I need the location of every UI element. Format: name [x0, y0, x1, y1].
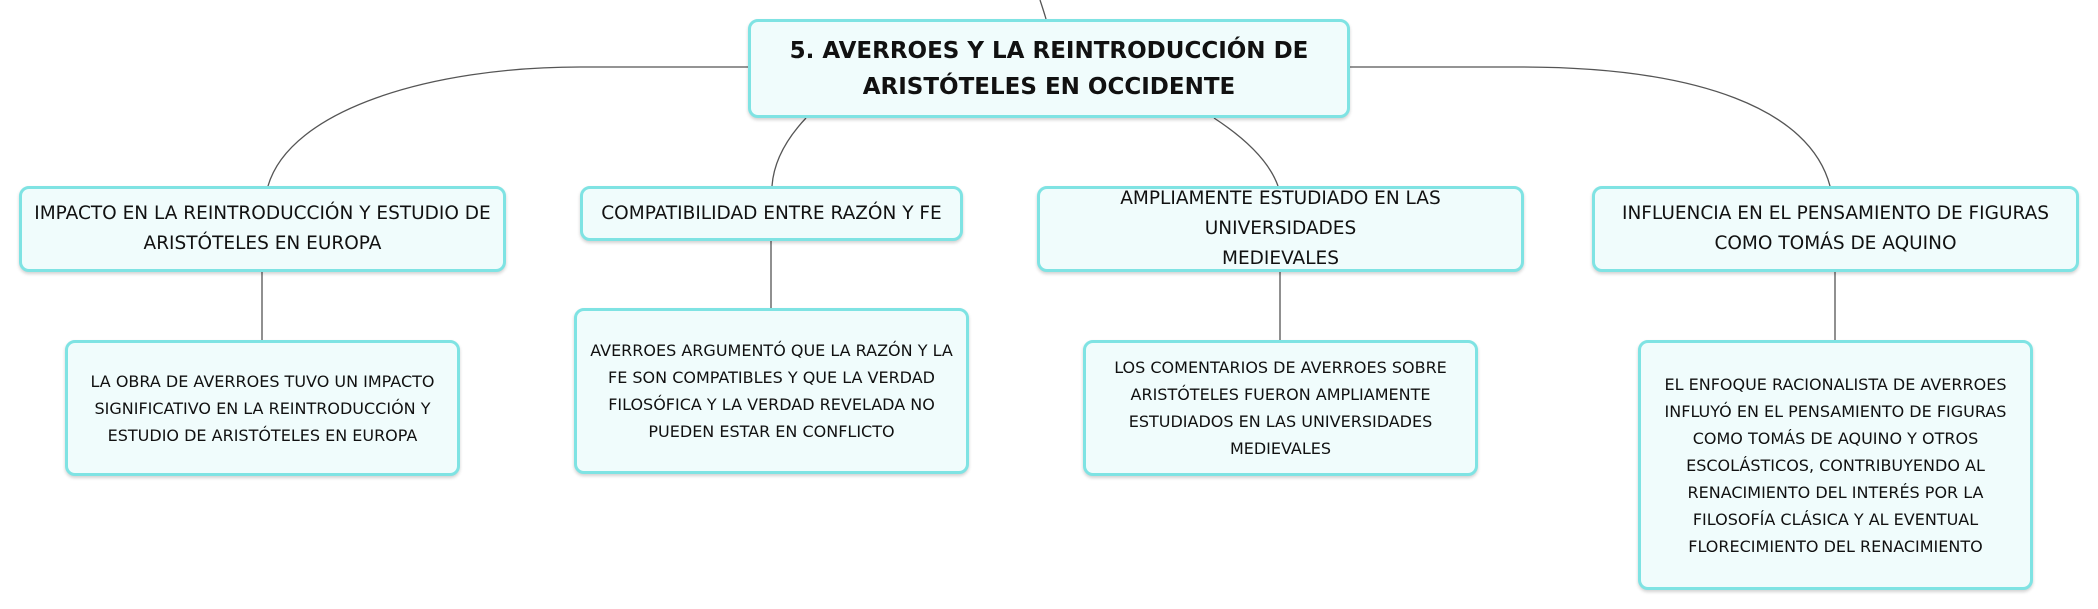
detail-text [1114, 354, 1447, 462]
branch-topic-reintroduction[interactable] [19, 186, 506, 272]
branch-topic-text [1622, 199, 2049, 259]
connector-parent-top [1040, 0, 1046, 19]
detail-line: RENACIMIENTO DEL INTERÉS POR LA [1687, 482, 1984, 502]
branch-topic-universities[interactable] [1037, 186, 1524, 272]
branch-topic-text [601, 199, 941, 229]
detail-text [91, 368, 435, 449]
detail-line: ARISTÓTELES FUERON AMPLIAMENTE [1130, 385, 1431, 404]
root-topic-node[interactable] [748, 19, 1350, 118]
detail-text [1665, 371, 2007, 560]
detail-line: LA OBRA DE AVERROES TUVO UN IMPACTO [90, 371, 435, 391]
connector-root-branch-4 [1350, 67, 1830, 186]
detail-line: FLORECIMIENTO DEL RENACIMIENTO [1688, 536, 1983, 556]
detail-line: EL ENFOQUE RACIONALISTA DE AVERROES [1664, 374, 2007, 394]
branch-topic-reason-faith[interactable] [580, 186, 963, 241]
detail-line: SIGNIFICATIVO EN LA REINTRODUCCIÓN Y [94, 398, 431, 418]
detail-line: MEDIEVALES [1229, 439, 1332, 458]
connector-root-branch-1 [268, 67, 748, 186]
detail-line: FILOSOFÍA CLÁSICA Y AL EVENTUAL [1692, 509, 1979, 529]
detail-line: FILOSÓFICA Y LA VERDAD REVELADA NO [608, 395, 935, 414]
branch-topic-line: COMO TOMÁS DE AQUINO [1714, 233, 1957, 254]
branch-topic-line: COMPATIBILIDAD ENTRE RAZÓN Y FE [601, 202, 942, 224]
detail-line: INFLUYÓ EN EL PENSAMIENTO DE FIGURAS [1664, 401, 2007, 421]
detail-line: COMO TOMÁS DE AQUINO Y OTROS [1692, 428, 1979, 448]
detail-node-universities[interactable] [1083, 340, 1478, 476]
detail-line: ESTUDIO DE ARISTÓTELES EN EUROPA [107, 425, 418, 445]
branch-topic-line: IMPACTO EN LA REINTRODUCCIÓN Y ESTUDIO DE [34, 203, 491, 224]
connector-root-branch-2 [772, 118, 806, 186]
detail-node-reason-faith[interactable] [574, 308, 969, 474]
root-topic-line: ARISTÓTELES EN OCCIDENTE [862, 73, 1236, 100]
detail-line: ESTUDIADOS EN LAS UNIVERSIDADES [1128, 412, 1433, 431]
branch-topic-text [34, 199, 491, 259]
detail-line: AVERROES ARGUMENTÓ QUE LA RAZÓN Y LA [590, 341, 953, 360]
branch-topic-line: AMPLIAMENTE ESTUDIADO EN LAS UNIVERSIDADES [1120, 188, 1441, 239]
detail-line: LOS COMENTARIOS DE AVERROES SOBRE [1114, 358, 1447, 377]
detail-text [590, 337, 953, 445]
connector-root-branch-3 [1214, 118, 1278, 186]
root-topic-line: 5. AVERROES Y LA REINTRODUCCIÓN DE [789, 37, 1309, 64]
branch-topic-text [1050, 184, 1511, 274]
root-topic-text [790, 33, 1309, 105]
branch-topic-line: INFLUENCIA EN EL PENSAMIENTO DE FIGURAS [1622, 203, 2049, 224]
detail-line: FE SON COMPATIBLES Y QUE LA VERDAD [608, 368, 935, 387]
branch-topic-line: ARISTÓTELES EN EUROPA [143, 233, 382, 254]
detail-node-aquinas[interactable] [1638, 340, 2033, 590]
detail-line: PUEDEN ESTAR EN CONFLICTO [648, 422, 895, 441]
branch-topic-line: MEDIEVALES [1222, 248, 1339, 269]
detail-line: ESCOLÁSTICOS, CONTRIBUYENDO AL [1686, 455, 1985, 475]
detail-node-reintroduction[interactable] [65, 340, 460, 476]
branch-topic-aquinas[interactable] [1592, 186, 2079, 272]
